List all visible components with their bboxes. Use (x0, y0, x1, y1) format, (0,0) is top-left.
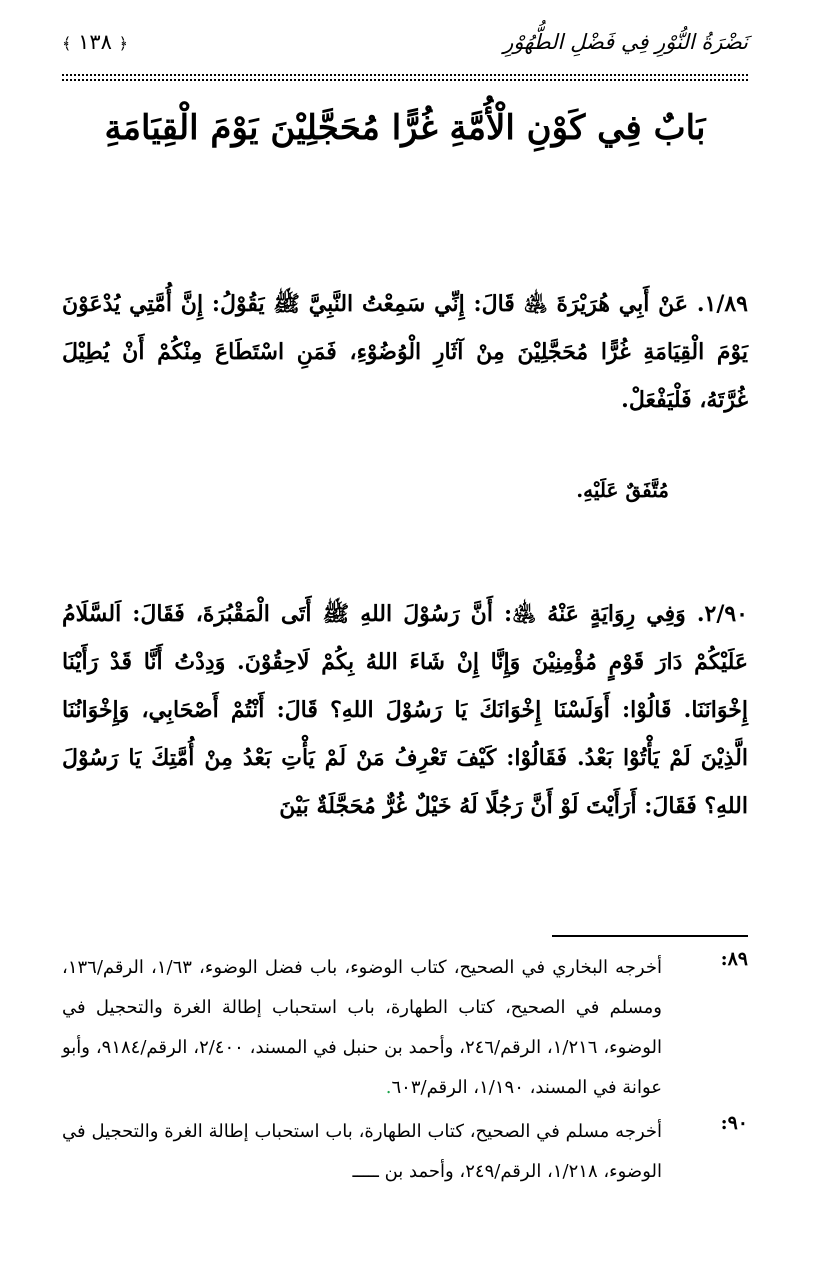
running-title: نَضْرَةُ النُّوْرِ فِي فَضْلِ الطُّهُوْرِ (503, 30, 748, 54)
footnote-mark: ٩٠: (720, 1112, 748, 1134)
footnote-text (62, 948, 662, 1108)
footnote-90 (62, 1112, 748, 1192)
footnote-mark: ٨٩: (720, 948, 748, 970)
hadith-text: وَفِي رِوَايَةٍ عَنْهُ ﵁: أَنَّ رَسُوْلَ اللهِ ﷺ أَتَى الْمَقْبُرَةَ، فَقَالَ: اَلسَّلَامُ عَلَيْكُمْ دَارَ قَوْمٍ مُؤْمِنِيْنَ وَإِنَّا إِنْ شَاءَ اللهُ بِكُمْ لَاحِقُوْنَ. وَدِدْتُ أَنَّا قَدْ رَأَيْنَا إِخْوَانَنَا. قَالُوْا: أَوَلَسْنَا إِخْوَانَكَ يَا رَسُوْلَ اللهِ؟ قَالَ: أَنْتُمْ أَصْحَابِي، وَإِخْوَانُنَا الَّذِيْنَ لَمْ يَأْتُوْا بَعْدُ. فَقَالُوْا: كَيْفَ تَعْرِفُ مَنْ لَمْ يَأْتِ بَعْدُ مِنْ أُمَّتِكَ يَا رَسُوْلَ اللهِ؟ فَقَالَ: أَرَأَيْتَ لَوْ أَنَّ رَجُلًا لَهُ خَيْلٌ غُرٌّ مُحَجَّلَةٌ بَيْنَ (62, 601, 748, 819)
hadith-number: ٢/٩٠. (696, 601, 748, 627)
hadith-90 (62, 590, 748, 830)
header-divider (62, 74, 748, 76)
ornament-close: ﴾ (62, 34, 72, 53)
footnote-89 (62, 948, 748, 1108)
hadith-text: عَنْ أَبِي هُرَيْرَةَ ﵁ قَالَ: إِنِّي سَمِعْتُ النَّبِيَّ ﷺ يَقُوْلُ: إِنَّ أُمَّتِي يُدْعَوْنَ يَوْمَ الْقِيَامَةِ غُرًّا مُحَجَّلِيْنَ مِنْ آثَارِ الْوُضُوْءِ، فَمَنِ اسْتَطَاعَ مِنْكُمْ أَنْ يُطِيْلَ غُرَّتَهُ، فَلْيَفْعَلْ. (62, 291, 748, 413)
footnotes (62, 948, 748, 1196)
header-divider-second (62, 79, 748, 81)
footnote-end-mark: . (385, 1077, 392, 1098)
ornament-open: ﴿ (118, 34, 128, 53)
footnote-body: أخرجه البخاري في الصحيح، كتاب الوضوء، باب فضل الوضوء، ١/٦٣، الرقم/١٣٦، ومسلم في الصحيح، كتاب الطهارة، باب استحباب إطالة الغرة والتحجيل في الوضوء، ١/٢١٦، الرقم/٢٤٦، وأحمد بن حنبل في المسند، ٢/٤٠٠، الرقم/٩١٨٤، وأبو عوانة في المسند، ١/١٩٠، الرقم/٦٠٣ (62, 957, 662, 1098)
page-header (62, 30, 748, 70)
hadith-number: ١/٨٩. (696, 291, 748, 317)
chapter-title: بَابٌ فِي كَوْنِ الْأُمَّةِ غُرًّا مُحَجَّلِيْنَ يَوْمَ الْقِيَامَةِ (104, 108, 706, 148)
page-number (62, 30, 128, 54)
page-number-value: ١٣٨ (78, 30, 112, 54)
footnote-divider (552, 935, 748, 937)
hadith-89 (62, 280, 748, 424)
footnote-body: أخرجه مسلم في الصحيح، كتاب الطهارة، باب استحباب إطالة الغرة والتحجيل في الوضوء، ١/٢١٨، الرقم/٢٤٩، وأحمد بن ـــــ (62, 1121, 662, 1182)
footnote-text (62, 1112, 662, 1192)
hadith-grading: مُتَّفَقٌ عَلَيْهِ. (576, 478, 669, 502)
